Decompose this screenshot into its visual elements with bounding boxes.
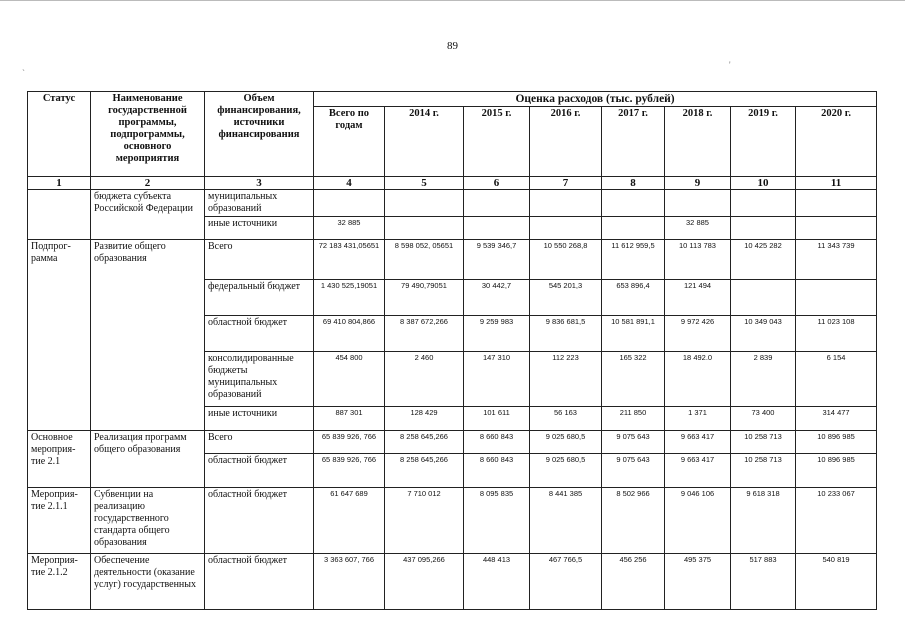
scan-speck: ' [729,60,731,70]
value-cell: 545 201,3 [530,280,602,316]
table-row [28,554,877,610]
value-cell: 11 023 108 [796,316,877,352]
value-cell: 65 839 926, 766 [314,454,385,488]
column-number: 9 [665,177,731,190]
value-cell: 540 819 [796,554,877,610]
value-cell [385,217,464,240]
name-cell: бюджета субъекта Российской Федерации [91,190,205,240]
value-cell: 211 850 [602,407,665,431]
value-cell: 8 660 843 [464,454,530,488]
value-cell: 467 766,5 [530,554,602,610]
value-cell [796,280,877,316]
value-cell: 121 494 [665,280,731,316]
value-cell: 79 490,79051 [385,280,464,316]
header-funding: Объем финансирования, источники финансирования [205,92,314,177]
value-cell [385,190,464,217]
source-cell: консолидированные бюджеты муниципальных образований [205,352,314,407]
column-number: 6 [464,177,530,190]
header-year: 2015 г. [464,107,530,177]
value-cell: 18 492.0 [665,352,731,407]
budget-table [27,91,877,610]
value-cell: 128 429 [385,407,464,431]
value-cell: 61 647 689 [314,488,385,554]
column-numbers-row [28,177,877,190]
value-cell: 8 258 645,266 [385,454,464,488]
value-cell [530,190,602,217]
column-number: 10 [731,177,796,190]
value-cell: 2 460 [385,352,464,407]
column-number: 5 [385,177,464,190]
value-cell: 9 836 681,5 [530,316,602,352]
column-number: 2 [91,177,205,190]
status-cell: Основное мероприя-тие 2.1 [28,431,91,488]
value-cell: 7 710 012 [385,488,464,554]
value-cell: 8 598 052, 05651 [385,240,464,280]
value-cell: 32 885 [314,217,385,240]
source-cell: иные источники [205,217,314,240]
source-cell: областной бюджет [205,488,314,554]
status-cell [28,190,91,240]
top-edge-line [0,0,905,1]
value-cell: 112 223 [530,352,602,407]
page-number: 89 [447,40,458,52]
status-cell: Подпрог-рамма [28,240,91,431]
value-cell [464,217,530,240]
source-cell: Всего [205,431,314,454]
value-cell: 10 425 282 [731,240,796,280]
value-cell: 73 400 [731,407,796,431]
header-status: Статус [28,92,91,177]
value-cell: 10 258 713 [731,454,796,488]
value-cell [464,190,530,217]
value-cell: 6 154 [796,352,877,407]
source-cell: областной бюджет [205,316,314,352]
value-cell: 9 025 680,5 [530,431,602,454]
value-cell: 9 075 643 [602,454,665,488]
value-cell: 8 660 843 [464,431,530,454]
table-row [28,240,877,280]
value-cell: 495 375 [665,554,731,610]
source-cell: иные источники [205,407,314,431]
value-cell: 101 611 [464,407,530,431]
value-cell: 10 581 891,1 [602,316,665,352]
value-cell: 10 896 985 [796,431,877,454]
value-cell: 10 233 067 [796,488,877,554]
value-cell: 1 430 525,19051 [314,280,385,316]
table-row [28,488,877,554]
value-cell [602,217,665,240]
value-cell: 69 410 804,866 [314,316,385,352]
table-row [28,431,877,454]
value-cell: 887 301 [314,407,385,431]
value-cell: 65 839 926, 766 [314,431,385,454]
value-cell: 456 256 [602,554,665,610]
value-cell: 517 883 [731,554,796,610]
column-number: 8 [602,177,665,190]
value-cell: 8 502 966 [602,488,665,554]
status-cell: Мероприя-тие 2.1.1 [28,488,91,554]
value-cell: 9 259 983 [464,316,530,352]
header-estimate: Оценка расходов (тыс. рублей) [314,92,877,107]
value-cell: 8 441 385 [530,488,602,554]
value-cell: 30 442,7 [464,280,530,316]
column-number: 7 [530,177,602,190]
value-cell: 8 258 645,266 [385,431,464,454]
value-cell [602,190,665,217]
name-cell: Субвенции на реализацию государственного стандарта общего образования [91,488,205,554]
value-cell: 10 113 783 [665,240,731,280]
source-cell: Всего [205,240,314,280]
value-cell: 9 663 417 [665,431,731,454]
column-number: 1 [28,177,91,190]
status-cell: Мероприя-тие 2.1.2 [28,554,91,610]
value-cell: 9 025 680,5 [530,454,602,488]
value-cell [530,217,602,240]
value-cell: 314 477 [796,407,877,431]
column-number: 3 [205,177,314,190]
value-cell: 437 095,266 [385,554,464,610]
value-cell: 8 387 672,266 [385,316,464,352]
source-cell: муниципальных образований [205,190,314,217]
value-cell: 3 363 607, 766 [314,554,385,610]
value-cell [665,190,731,217]
header-year: 2018 г. [665,107,731,177]
value-cell: 9 972 426 [665,316,731,352]
header-year: 2020 г. [796,107,877,177]
value-cell: 1 371 [665,407,731,431]
value-cell: 72 183 431,05651 [314,240,385,280]
header-name: Наименование государственной программы, подпрограммы, основного мероприятия [91,92,205,177]
value-cell [731,280,796,316]
header-year: 2017 г. [602,107,665,177]
value-cell: 10 550 268,8 [530,240,602,280]
source-cell: федеральный бюджет [205,280,314,316]
scan-speck: ` [22,68,25,78]
value-cell: 147 310 [464,352,530,407]
column-number: 4 [314,177,385,190]
value-cell: 11 343 739 [796,240,877,280]
value-cell: 56 163 [530,407,602,431]
value-cell: 9 539 346,7 [464,240,530,280]
source-cell: областной бюджет [205,554,314,610]
header-total: Всего по годам [314,107,385,177]
name-cell: Развитие общего образования [91,240,205,431]
value-cell: 9 046 106 [665,488,731,554]
value-cell: 10 258 713 [731,431,796,454]
value-cell: 32 885 [665,217,731,240]
value-cell: 165 322 [602,352,665,407]
value-cell [796,190,877,217]
column-number: 11 [796,177,877,190]
value-cell [796,217,877,240]
value-cell: 9 075 643 [602,431,665,454]
value-cell: 10 349 043 [731,316,796,352]
value-cell: 11 612 959,5 [602,240,665,280]
value-cell: 2 839 [731,352,796,407]
source-cell: областной бюджет [205,454,314,488]
table-row [28,190,877,217]
value-cell [731,190,796,217]
value-cell: 10 896 985 [796,454,877,488]
value-cell: 448 413 [464,554,530,610]
value-cell [731,217,796,240]
header-year: 2019 г. [731,107,796,177]
header-year: 2014 г. [385,107,464,177]
value-cell: 8 095 835 [464,488,530,554]
name-cell: Обеспечение деятельности (оказание услуг) государственных [91,554,205,610]
value-cell [314,190,385,217]
value-cell: 454 800 [314,352,385,407]
value-cell: 653 896,4 [602,280,665,316]
value-cell: 9 663 417 [665,454,731,488]
value-cell: 9 618 318 [731,488,796,554]
name-cell: Реализация программ общего образования [91,431,205,488]
header-year: 2016 г. [530,107,602,177]
